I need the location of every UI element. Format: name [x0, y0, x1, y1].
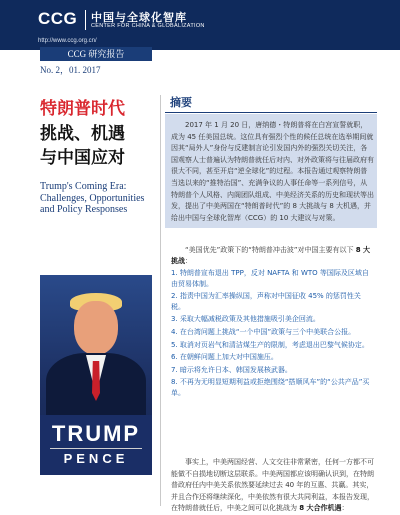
- para2-emphasis: 8 大合作机遇: [299, 504, 342, 512]
- abstract-rule: [165, 112, 377, 113]
- challenge-item: 6. 在朝鲜问题上加大对中国施压。: [171, 353, 278, 362]
- report-series-label: CCG 研究报告: [40, 47, 152, 61]
- intro-colon: ：: [185, 257, 192, 265]
- sign-divider: [50, 448, 142, 449]
- challenge-item: 7. 暗示将允许日本、韩国发展核武器。: [171, 365, 292, 374]
- report-number: No. 2，01. 2017: [40, 65, 101, 75]
- para2-colon: ：: [341, 504, 349, 512]
- challenge-item: 8. 不再为无明显短期利益或拒绝围绕“搭顺风车”的“公共产品”买单。: [171, 378, 370, 397]
- photo-tie: [92, 361, 100, 401]
- challenge-item: 2. 指责中国为汇率操纵国，声称对中国征收 45% 的惩罚性关税。: [171, 292, 361, 311]
- logo-english-name: CENTER FOR CHINA & GLOBALIZATION: [91, 23, 205, 29]
- abstract-heading: 摘要: [170, 96, 192, 109]
- title-line-1: 特朗普时代: [40, 99, 125, 119]
- english-title: Trump's Coming Era: Challenges, Opportunities and Policy Responses: [40, 181, 145, 215]
- opportunities-paragraph: [171, 457, 374, 515]
- cover-photo: [40, 275, 152, 475]
- logo-divider: [85, 10, 86, 30]
- title-line-3: 与中国应对: [40, 148, 125, 168]
- para2-text: 事实上，中美两国经营、人文交往非常紧密，任何一方都不可能做不自损地切断这层联系。中美两国都应该明确认识到，在特朗普政府任内中美关系依然要延续过去 40 年的互惠、共赢。其实，并且合作还将继续深化，中美依然有很大共同利益，本报告发现，在特朗普就任后，中美之间可以化挑战为: [171, 458, 374, 512]
- ccg-logo[interactable]: CCG: [38, 9, 78, 28]
- challenges-intro: [171, 245, 373, 267]
- intro-emphasis: 8 大挑战: [171, 246, 371, 265]
- challenge-item: 4. 在台湾问题上挑战“一个中国”政策与三个中美联合公报。: [171, 327, 356, 336]
- photo-face: [74, 301, 118, 355]
- intro-text: “美国优先”政策下的“特朗普冲击波”对中国主要有以下: [185, 246, 356, 254]
- title-line-2: 挑战、机遇: [40, 124, 125, 144]
- column-separator: [160, 95, 161, 506]
- challenges-list: [171, 268, 374, 401]
- challenge-item: 1. 特朗普宣布退出 TPP，反对 NAFTA 和 WTO 等国际及区域自由贸易体制。: [171, 269, 369, 288]
- abstract-text: 2017 年 1 月 20 日，唐纳德・特朗普将在白宫宣誓就职，成为 45 任美国总统。这位具有强烈个性的候任总统在选举期间就因其“局外人”身份与反建制言论引发国内外的强烈关切关注，各国观察人士普遍认为特朗普就任后对内、对外政策将与往届政府有很大不同，甚至开启“逆全球化”的过程。本报告通过观察特朗普当选以来的“推特治国”、充满争议的人事任命等一系列信号，从特朗普个人风格、内阁团队组成、中美经济关系的历史和现状等出发，提出了中美两国在“特朗普时代”的 8 大挑战与 8 大机遇，并给出中国与全球化智库（CCG）的 10 大建议与对策。: [171, 121, 374, 222]
- challenge-item: 5. 取消对页岩气和清洁煤生产的限制，考虑退出巴黎气候协定。: [171, 340, 369, 349]
- logo-chinese-name: 中国与全球化智库: [91, 11, 187, 24]
- header-banner: [0, 0, 400, 50]
- challenge-item: 3. 采取大幅减税政策及其他措施吸引美企回流。: [171, 315, 320, 324]
- website-url[interactable]: http://www.ccg.org.cn/: [38, 38, 97, 44]
- sign-text-top: TRUMP: [51, 421, 141, 446]
- sign-text-bottom: PENCE: [63, 451, 129, 466]
